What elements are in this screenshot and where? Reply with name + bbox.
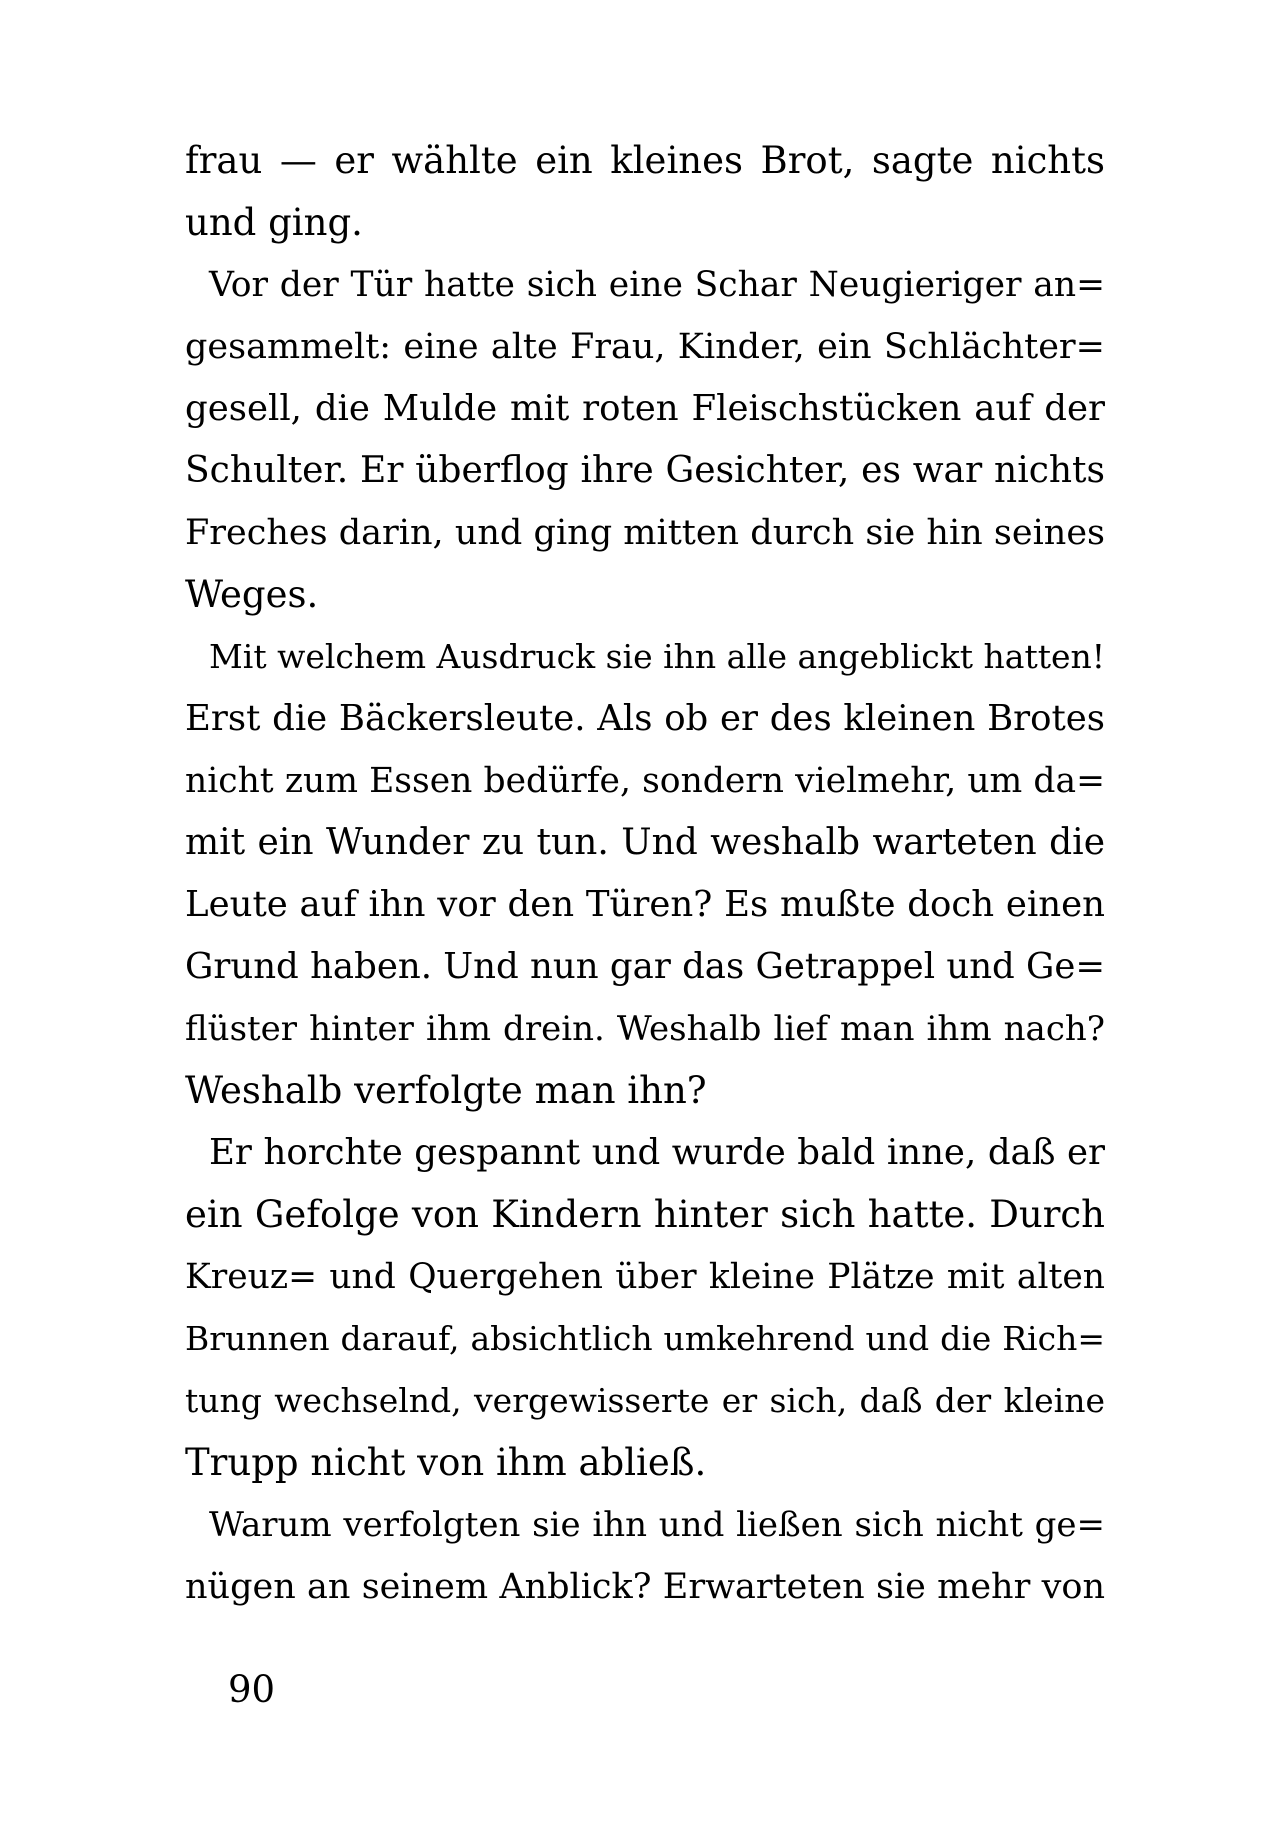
text-line: Vor der Tür hatte sich eine Schar Neugieriger an= [209,265,1105,305]
text-line: ein Gefolge von Kindern hinter sich hatte. Durch [185,1193,1105,1236]
text-line: Brunnen darauf, absichtlich umkehrend und die Rich= [185,1319,1105,1358]
text-line: gesammelt: eine alte Frau, Kinder, ein Schlächter= [185,327,1105,367]
page-number: 90 [228,1668,276,1711]
text-line: Trupp nicht von ihm abließ. [185,1441,707,1484]
text-line: Weshalb verfolgte man ihn? [185,1069,707,1112]
text-line: frau — er wählte ein kleines Brot, sagte nichts [185,139,1105,182]
text-line: gesell, die Mulde mit roten Fleischstücken auf der [185,388,1105,429]
text-line: Grund haben. Und nun gar das Getrappel und Ge= [185,946,1106,987]
text-line: mit ein Wunder zu tun. Und weshalb warteten die [185,822,1105,863]
text-line: Er horchte gespannt und wurde bald inne, daß er [209,1132,1105,1173]
text-line: flüster hinter ihm drein. Weshalb lief man ihm nach? [185,1009,1105,1049]
text-line: nicht zum Essen bedürfe, sondern vielmehr, um da= [185,761,1105,801]
text-line: Freches darin, und ging mitten durch sie hin seines [185,513,1105,553]
text-line: Mit welchem Ausdruck sie ihn alle angeblickt hatten! [209,637,1106,676]
text-line: nügen an seinem Anblick? Erwarteten sie mehr von [185,1567,1105,1607]
text-line: Kreuz= und Quergehen über kleine Plätze mit alten [185,1257,1105,1297]
text-line: Erst die Bäckersleute. Als ob er des kleinen Brotes [185,698,1105,739]
text-line: Weges. [185,573,319,616]
text-line: Schulter. Er überflog ihre Gesichter, es war nichts [185,450,1105,491]
text-line: und ging. [185,201,363,244]
text-line: tung wechselnd, vergewisserte er sich, daß der kleine [185,1381,1105,1420]
text-line: Leute auf ihn vor den Türen? Es mußte doch einen [185,884,1105,925]
body-text [185,130,1105,1618]
text-line: Warum verfolgten sie ihn und ließen sich nicht ge= [209,1505,1105,1545]
